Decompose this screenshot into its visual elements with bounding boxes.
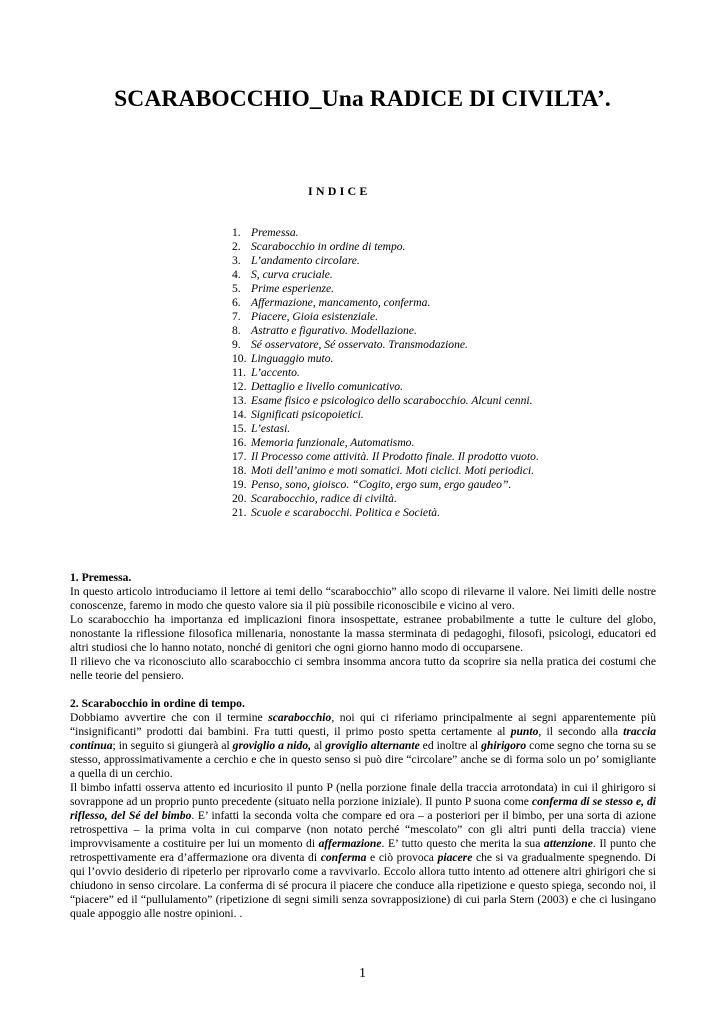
toc-item <box>232 394 539 408</box>
emphasis-term: affermazione <box>318 837 382 850</box>
emphasis-term: groviglio a nido, <box>232 739 312 752</box>
paragraph <box>70 711 656 781</box>
text-run: , il secondo alla <box>538 725 624 738</box>
toc-item-number: 18. <box>232 464 247 477</box>
paragraph: Lo scarabocchio ha importanza ed implicazioni finora insospettate, estranee probabilmente a tutte le culture del globo, nonostante la riflessione filosofica millenaria, nonostante la massa sterminata di pedagoghi, filosofi, psicologi, educatori ed altri studiosi che lo hanno notato, nonché di genitori che ogni giorno hanno modo di occuparsene. <box>70 613 656 654</box>
toc-item <box>232 296 539 310</box>
text-run: Il bimbo infatti osserva attento ed incuriosito il punto P (nella porzione finale della traccia arrotondata) in cui il ghirigoro si sovrappone ad un proprio punto precedente (situato nella porzione iniziale). Il punto P suona come <box>70 781 656 808</box>
toc-item <box>232 338 539 352</box>
page-number: 1 <box>359 966 366 981</box>
toc-item <box>232 268 539 282</box>
paragraph <box>70 781 656 921</box>
toc-item-label: Premessa. <box>251 226 299 239</box>
toc-item-label: Penso, sono, gioisco. “Cogito, ergo sum, ergo gaudeo”. <box>251 478 512 491</box>
text-run: . E’ tutto questo che merita la sua <box>381 837 544 850</box>
toc-item-label: Scarabocchio, radice di civiltà. <box>251 492 397 505</box>
toc-item-label: Moti dell’animo e moti somatici. Moti ciclici. Moti periodici. <box>251 464 535 477</box>
toc-item <box>232 380 539 394</box>
toc-item-number: 14. <box>232 408 247 421</box>
toc-item <box>232 464 539 478</box>
section-heading-scarabocchio-tempo: 2. Scarabocchio in ordine di tempo. <box>70 697 245 710</box>
text-run: Dobbiamo avvertire che con il termine <box>70 711 269 724</box>
emphasis-term: conferma <box>320 851 367 864</box>
toc-item-number: 19. <box>232 478 247 491</box>
toc-item-number: 4. <box>232 268 241 281</box>
emphasis-term: attenzione <box>543 837 593 850</box>
toc-item-label: Piacere, Gioia esistenziale. <box>251 310 379 323</box>
toc-item-label: Dettaglio e livello comunicativo. <box>251 380 403 393</box>
toc-item-label: Scarabocchio in ordine di tempo. <box>251 240 406 253</box>
text-run: . E’ infatti la seconda volta che compare ed ora – a posteriori per il bimbo, per una sorta di azione retrospettiva – la prima volta in cui comparve (non notato perché “mescolato” con gli altri punti della traccia) viene improvvisamente a costituire per lui un momento di <box>70 809 656 850</box>
toc-item-number: 13. <box>232 394 247 407</box>
toc-item <box>232 506 539 520</box>
emphasis-term: conferma di se stesso e, di riflesso, del Sé del bimbo <box>70 795 657 822</box>
paragraph: Il rilievo che va riconosciuto allo scarabocchio ci sembra insomma ancora tutto da scoprire sia nella pratica dei costumi che nelle teorie del pensiero. <box>70 655 656 682</box>
emphasis-term: groviglio alternante <box>325 739 420 752</box>
toc-item-label: Sé osservatore, Sé osservato. Transmodazione. <box>251 338 468 351</box>
toc-item-number: 7. <box>232 310 241 323</box>
text-run: ; in seguito si giungerà al <box>112 739 233 752</box>
toc-item <box>232 408 539 422</box>
toc-item <box>232 226 539 240</box>
emphasis-term: scarabocchio <box>268 711 332 724</box>
toc-item-label: Significati psicopoietici. <box>251 408 364 421</box>
toc-item <box>232 366 539 380</box>
toc-item-label: L’estasi. <box>251 422 291 435</box>
toc-item-label: Prime esperienze. <box>251 282 335 295</box>
toc-item-label: Memoria funzionale, Automatismo. <box>251 436 415 449</box>
toc-item-label: Esame fisico e psicologico dello scarabocchio. Alcuni cenni. <box>251 394 533 407</box>
toc-item-number: 3. <box>232 254 241 267</box>
toc-item-label: Il Processo come attività. Il Prodotto finale. Il prodotto vuoto. <box>251 450 539 463</box>
toc-item <box>232 450 539 464</box>
toc-item <box>232 436 539 450</box>
toc-item-label: L’accento. <box>251 366 300 379</box>
text-run: ed inoltre al <box>419 739 482 752</box>
text-run: al <box>311 739 326 752</box>
toc-item <box>232 310 539 324</box>
toc-item-number: 16. <box>232 436 247 449</box>
text-run: come segno che torna su se stesso, approssimativamente a cerchio e che in questo senso si può dire “circolare” anche se di forma solo un po’ somigliante a quella di un cerchio. <box>70 739 656 780</box>
text-run: , noi qui ci riferiamo principalmente ai segni apparentemente più “insignificanti” prodotti dai bambini. Fra tutti questi, il primo posto spetta certamente al <box>70 711 656 738</box>
toc-item <box>232 478 539 492</box>
toc-item <box>232 240 539 254</box>
toc-item-number: 20. <box>232 492 247 505</box>
text-run: . Il punto che retrospettivamente era d’affermazione ora diventa di <box>70 837 657 864</box>
toc-item-label: Linguaggio muto. <box>251 352 334 365</box>
text-run: e ciò provoca <box>366 851 438 864</box>
document-title: SCARABOCCHIO_Una RADICE DI CIVILTA’. <box>114 86 611 112</box>
toc-item-number: 11. <box>232 366 247 379</box>
index-heading: INDICE <box>308 184 371 198</box>
toc-item-label: Scuole e scarabocchi. Politica e Società. <box>251 506 440 519</box>
text-run: che si va gradualmente spegnendo. Di qui l’ovvio desiderio di ripeterlo per riprovarlo come a ravvivarlo. Eccolo allora tutto intento ad ottenere altri ghirigori che si chiudono in senso circolare. La conferma di sé procura il piacere che conduce alla ripetizione e questo spiega, secondo noi, il “piacere” ed il “pullulamento” (ripetizione di segni simili senza sovrapposizione) di cui parla Stern (2003) e che ci lusingano quale appoggio alle nostre opinioni. . <box>70 851 657 920</box>
paragraph: In questo articolo introduciamo il lettore ai temi dello “scarabocchio” allo scopo di rilevarne il valore. Nei limiti delle nostre conoscenze, faremo in modo che questo valore sia il più possibile riconoscibile e vicino al vero. <box>70 585 656 612</box>
toc-item <box>232 254 539 268</box>
document-body <box>70 571 656 921</box>
toc-item <box>232 282 539 296</box>
emphasis-term: piacere <box>437 851 473 864</box>
emphasis-term: punto <box>510 725 539 738</box>
toc-item-number: 2. <box>232 240 241 253</box>
toc-item-number: 17. <box>232 450 247 463</box>
toc-item-number: 12. <box>232 380 247 393</box>
toc-item-number: 10. <box>232 352 247 365</box>
toc-item-label: Affermazione, mancamento, conferma. <box>251 296 431 309</box>
toc-item-number: 6. <box>232 296 241 309</box>
toc-item <box>232 422 539 436</box>
toc-item-number: 15. <box>232 422 247 435</box>
emphasis-term: traccia continua <box>70 725 656 752</box>
table-of-contents <box>232 226 539 520</box>
toc-item-label: Astratto e figurativo. Modellazione. <box>251 324 417 337</box>
toc-item-number: 1. <box>232 226 241 239</box>
toc-item <box>232 492 539 506</box>
toc-item-number: 21. <box>232 506 247 519</box>
toc-item <box>232 324 539 338</box>
toc-item-label: L’andamento circolare. <box>251 254 360 267</box>
toc-item-number: 5. <box>232 282 241 295</box>
toc-item <box>232 352 539 366</box>
toc-item-number: 8. <box>232 324 241 337</box>
emphasis-term: ghirigoro <box>481 739 527 752</box>
toc-item-label: S, curva cruciale. <box>251 268 333 281</box>
section-heading-premessa: 1. Premessa. <box>70 571 132 584</box>
toc-item-number: 9. <box>232 338 241 351</box>
